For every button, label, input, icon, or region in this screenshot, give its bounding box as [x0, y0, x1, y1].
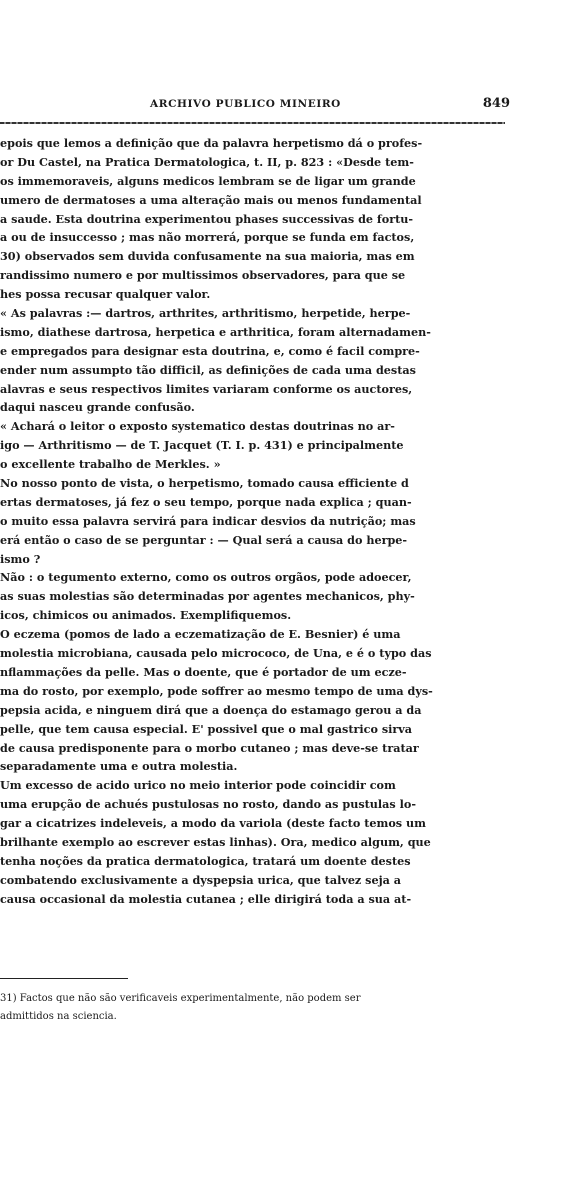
text-line: erá então o caso de se perguntar : — Qual será a causa do herpe- — [0, 532, 408, 547]
text-line: tenha noções da pratica dermatologica, tratará um doente destes — [0, 853, 411, 868]
text-line: daqui nasceu grande confusão. — [0, 400, 195, 415]
text-line: or Du Castel, na Pratica Dermatologica, t. II, p. 823 : «Desde tem- — [0, 154, 414, 169]
text-line: admittidos na sciencia. — [0, 1011, 117, 1022]
text-line: Um excesso de acido urico no meio interior pode coincidir com — [0, 778, 396, 793]
text-line: pelle, que tem causa especial. E' possivel que o mal gastrico sirva — [0, 721, 413, 736]
text-line: de causa predisponente para o morbo cutaneo ; mas deve-se tratar — [0, 740, 419, 755]
text-line: igo — Arthritismo — de T. Jacquet (T. I. p. 431) e principalmente — [0, 438, 404, 453]
text-line: 31) Factos que não são verificaveis experimentalmente, não podem ser — [0, 993, 361, 1004]
text-line: ender num assumpto tão difficil, as definições de cada uma destas — [0, 362, 416, 377]
text-line: « As palavras :— dartros, arthrites, arthritismo, herpetide, herpe- — [0, 306, 411, 321]
text-line: combatendo exclusivamente a dyspepsia urica, que talvez seja a — [0, 872, 402, 887]
body-text — [0, 134, 510, 909]
text-line: Não : o tegumento externo, como os outros orgãos, pode adoecer, — [0, 570, 412, 585]
text-line: brilhante exemplo ao escrever estas linhas). Ora, medico algum, que — [0, 834, 431, 849]
journal-title: ARCHIVO PUBLICO MINEIRO — [150, 98, 341, 110]
text-line: No nosso ponto de vista, o herpetismo, tomado causa efficiente d — [0, 476, 409, 491]
text-line: o muito essa palavra servirá para indicar desvios da nutrição; mas — [0, 513, 416, 528]
text-line: gar a cicatrizes indeleveis, a modo da variola (deste facto temos um — [0, 816, 426, 831]
text-line: separadamente uma e outra molestia. — [0, 759, 238, 774]
text-line: as suas molestias são determinadas por agentes mechanicos, phy- — [0, 589, 415, 604]
text-line: « Achará o leitor o exposto systematico destas doutrinas no ar- — [0, 419, 395, 434]
text-line: e empregados para designar esta doutrina, e, como é facil compre- — [0, 343, 420, 358]
text-line: a ou de insuccesso ; mas não morrerá, porque se funda em factos, — [0, 230, 415, 245]
text-line: os immemoraveis, alguns medicos lembram se de ligar um grande — [0, 173, 416, 188]
text-line: icos, chimicos ou animados. Exemplifiquemos. — [0, 608, 292, 623]
text-line: hes possa recusar qualquer valor. — [0, 287, 211, 302]
text-line: 30) observados sem duvida confusamente na sua maioria, mas em — [0, 249, 415, 264]
text-line: ertas dermatoses, já fez o seu tempo, porque nada explica ; quan- — [0, 494, 412, 509]
text-line: uma erupção de achués pustulosas no rosto, dando as pustulas lo- — [0, 797, 416, 812]
text-line: ismo ? — [0, 551, 41, 566]
text-line: O eczema (pomos de lado a eczematização de E. Besnier) é uma — [0, 627, 401, 642]
text-line: randissimo numero e por multissimos observadores, para que se — [0, 268, 406, 283]
text-line: causa occasional da molestia cutanea ; elle dirigirá toda a sua at- — [0, 891, 412, 906]
text-line: pepsia acida, e ninguem dirá que a doença do estamago gerou a da — [0, 702, 422, 717]
text-line: ma do rosto, por exemplo, pode soffrer ao mesmo tempo de uma dys- — [0, 683, 433, 698]
text-line: alavras e seus respectivos limites variaram conforme os auctores, — [0, 381, 413, 396]
text-line: molestia microbiana, causada pelo micrococo, de Una, e é o typo das — [0, 646, 432, 661]
text-line: epois que lemos a definição que da palavra herpetismo dá o profes- — [0, 136, 423, 150]
text-line: nflammações da pelle. Mas o doente, que é portador de um ecze- — [0, 664, 407, 679]
text-line: a saude. Esta doutrina experimentou phases successivas de fortu- — [0, 211, 414, 226]
running-header — [150, 96, 510, 114]
page-number: 849 — [482, 96, 510, 111]
header-rule — [0, 122, 505, 124]
text-line: ismo, diathese dartrosa, herpetica e arthritica, foram alternadamen- — [0, 324, 431, 339]
footnote-rule — [0, 978, 128, 979]
text-line: umero de dermatoses a uma alteração mais ou menos fundamental — [0, 192, 422, 207]
text-line: o excellente trabalho de Merkles. » — [0, 457, 221, 472]
footnote — [0, 990, 510, 1026]
